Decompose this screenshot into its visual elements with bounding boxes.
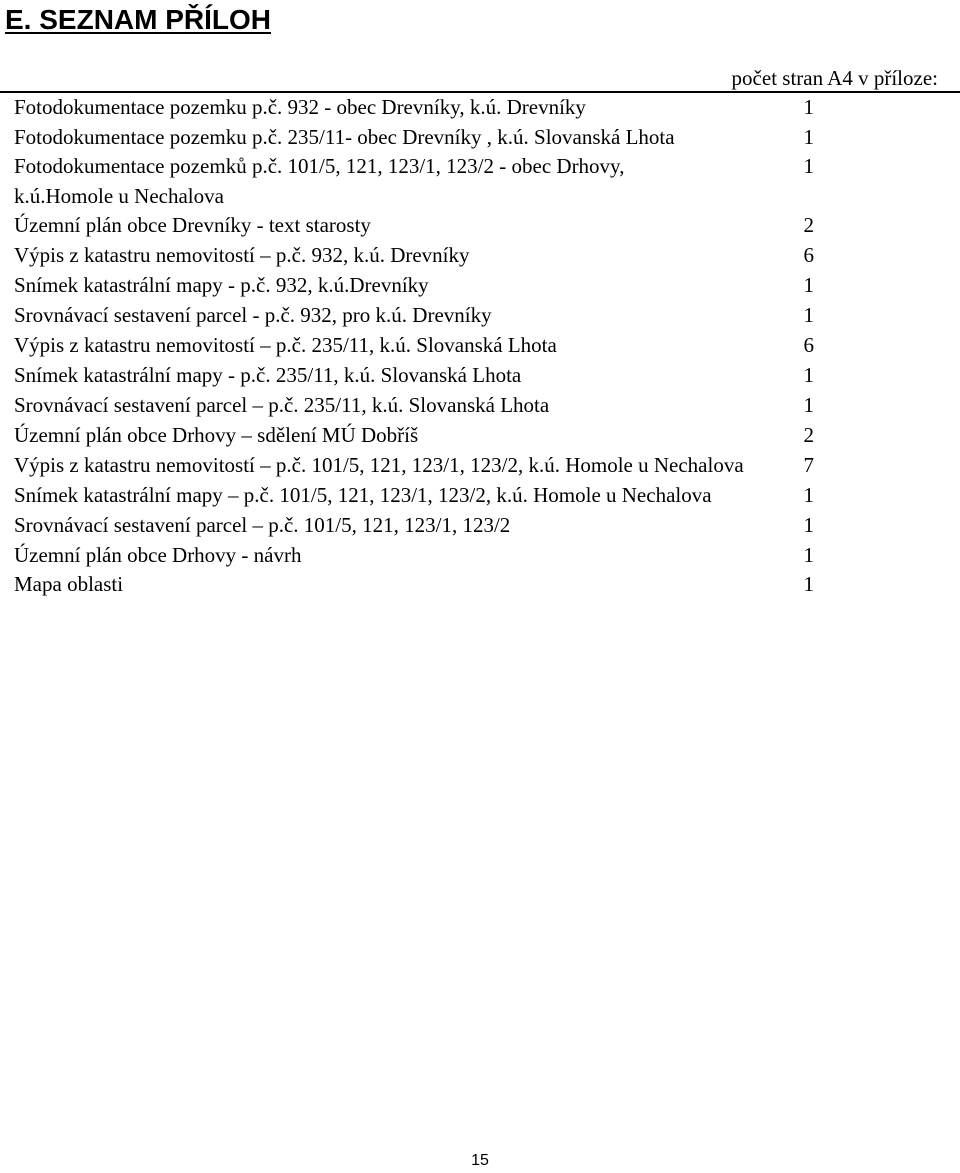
attachment-page-count: 1 (803, 95, 814, 119)
attachment-title: Snímek katastrální mapy - p.č. 235/11, k.ú. Slovanská Lhota (14, 363, 522, 387)
attachment-page-count: 1 (803, 124, 814, 149)
attachment-page-count: 1 (803, 513, 814, 537)
attachment-page-count: 1 (803, 363, 814, 387)
attachment-item (14, 93, 814, 123)
attachment-item (14, 271, 814, 301)
page-count-column-header: počet stran A4 v příloze: (731, 66, 938, 90)
attachment-page-count: 1 (803, 483, 814, 507)
attachment-title: Snímek katastrální mapy – p.č. 101/5, 121, 123/1, 123/2, k.ú. Homole u Nechalova (14, 483, 712, 507)
attachment-item (14, 211, 814, 241)
attachment-page-count: 2 (803, 423, 814, 447)
attachment-item (14, 570, 814, 600)
attachment-item (14, 421, 814, 451)
attachment-title: Výpis z katastru nemovitostí – p.č. 932, k.ú. Drevníky (14, 243, 470, 267)
attachment-item (14, 361, 814, 391)
attachment-page-count: 6 (803, 333, 814, 357)
attachment-item (14, 391, 814, 421)
attachment-item (14, 511, 814, 541)
attachment-page-count: 2 (803, 213, 814, 237)
attachment-item (14, 152, 814, 211)
attachment-title: Srovnávací sestavení parcel – p.č. 101/5, 121, 123/1, 123/2 (14, 513, 511, 537)
attachment-title: Snímek katastrální mapy - p.č. 932, k.ú.Drevníky (14, 273, 429, 297)
attachment-page-count: 7 (803, 453, 814, 477)
attachment-page-count: 1 (803, 542, 814, 567)
attachment-item (14, 541, 814, 571)
attachment-page-count: 1 (803, 303, 814, 327)
page-number: 15 (471, 1152, 489, 1169)
attachment-title: Fotodokumentace pozemku p.č. 235/11- obec Drevníky , k.ú. Slovanská Lhota (14, 124, 675, 149)
attachment-page-count: 1 (803, 273, 814, 297)
attachment-item (14, 301, 814, 331)
attachment-item (14, 331, 814, 361)
attachment-page-count: 1 (803, 572, 814, 596)
attachment-title: Srovnávací sestavení parcel – p.č. 235/11, k.ú. Slovanská Lhota (14, 393, 550, 417)
attachment-title: Fotodokumentace pozemku p.č. 932 - obec Drevníky, k.ú. Drevníky (14, 95, 586, 119)
attachment-title: Výpis z katastru nemovitostí – p.č. 101/5, 121, 123/1, 123/2, k.ú. Homole u Nechalova (14, 453, 744, 477)
attachment-title: Výpis z katastru nemovitostí – p.č. 235/11, k.ú. Slovanská Lhota (14, 333, 557, 357)
attachment-title: Fotodokumentace pozemků p.č. 101/5, 121, 123/1, 123/2 - obec Drhovy, k.ú.Homole u Nechalova (14, 154, 625, 208)
attachment-title: Územní plán obce Drhovy – sdělení MÚ Dobříš (14, 423, 419, 447)
attachment-item (14, 481, 814, 511)
attachment-page-count: 6 (803, 243, 814, 267)
section-heading: E. SEZNAM PŘÍLOH (5, 4, 272, 35)
attachment-page-count: 1 (803, 393, 814, 417)
attachment-item (14, 241, 814, 271)
attachment-item (14, 451, 814, 481)
attachment-title: Srovnávací sestavení parcel - p.č. 932, pro k.ú. Drevníky (14, 303, 492, 327)
attachment-title: Mapa oblasti (14, 572, 124, 596)
attachment-title: Územní plán obce Drhovy - návrh (14, 542, 302, 567)
attachment-page-count: 1 (803, 154, 814, 178)
attachment-title: Územní plán obce Drevníky - text starosty (14, 213, 371, 237)
attachment-item (14, 123, 814, 153)
attachment-list (14, 93, 814, 600)
